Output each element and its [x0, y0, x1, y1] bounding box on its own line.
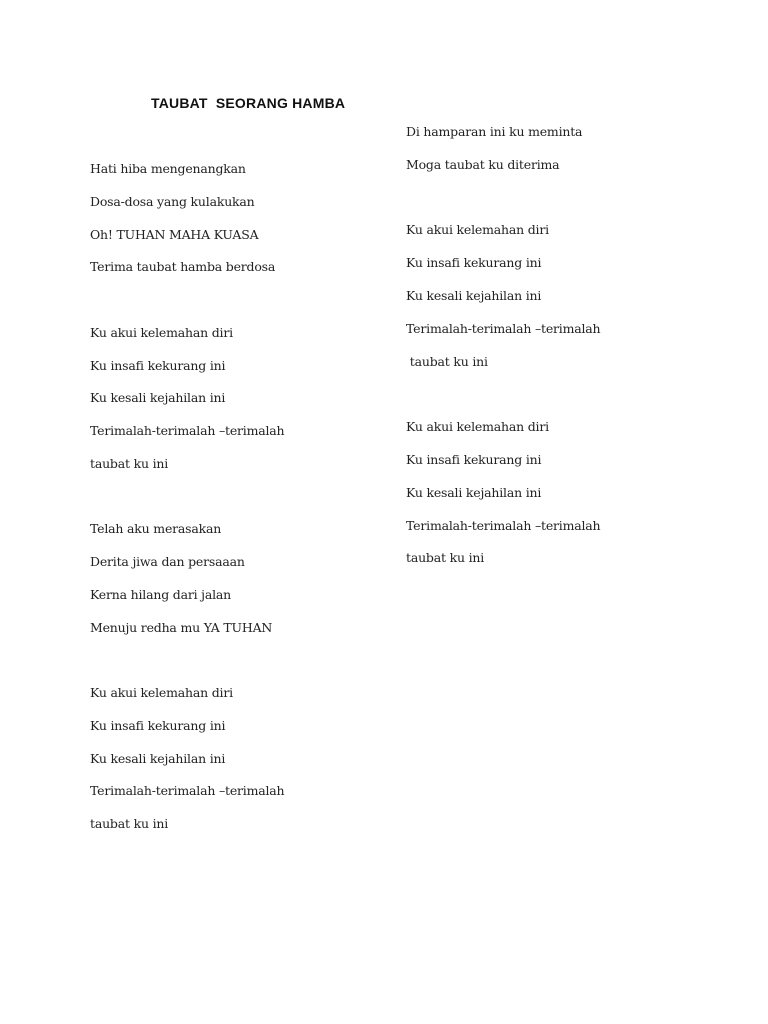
- lyric-line: taubat ku ini: [90, 816, 169, 831]
- document-title: TAUBAT SEORANG HAMBA: [151, 95, 346, 111]
- lyric-line: Dosa-dosa yang kulakukan: [90, 193, 255, 209]
- lyric-line: Ku insafi kekurang ini: [90, 357, 226, 373]
- lyric-line: Ku insafi kekurang ini: [406, 452, 542, 467]
- lyric-line: Derita jiwa dan persaaan: [90, 554, 245, 569]
- lyric-line: Terimalah-terimalah –terimalah: [90, 423, 285, 438]
- lyric-line: taubat ku ini: [90, 455, 169, 471]
- lyric-line: Terima taubat hamba berdosa: [90, 259, 276, 275]
- lyric-line: Menuju redha mu YA TUHAN: [90, 619, 273, 635]
- lyric-line: Ku akui kelemahan diri: [90, 685, 233, 700]
- lyric-line: Moga taubat ku diterima: [406, 156, 560, 172]
- lyric-line: taubat ku ini: [406, 353, 488, 369]
- lyric-line: taubat ku ini: [406, 550, 485, 566]
- lyric-line: Ku akui kelemahan diri: [90, 324, 233, 340]
- lyric-line: Ku insafi kekurang ini: [406, 255, 542, 271]
- lyric-line: Terimalah-terimalah –terimalah: [406, 320, 601, 336]
- lyric-line: Ku kesali kejahilan ini: [406, 288, 542, 303]
- lyric-line: Kerna hilang dari jalan: [90, 586, 232, 602]
- lyric-line: Ku akui kelemahan diri: [406, 222, 549, 238]
- lyric-line: Ku akui kelemahan diri: [406, 419, 549, 435]
- lyric-line: Hati hiba mengenangkan: [90, 161, 246, 176]
- lyric-line: Terimalah-terimalah –terimalah: [90, 783, 285, 799]
- lyric-line: Ku insafi kekurang ini: [90, 717, 226, 733]
- lyric-line: Telah aku merasakan: [90, 521, 222, 537]
- lyric-line: Di hamparan ini ku meminta: [406, 124, 583, 139]
- lyric-line: Oh! TUHAN MAHA KUASA: [90, 226, 259, 242]
- lyric-line: Ku kesali kejahilan ini: [90, 750, 226, 766]
- lyric-line: Ku kesali kejahilan ini: [90, 390, 226, 406]
- lyric-line: Ku kesali kejahilan ini: [406, 484, 542, 500]
- lyric-line: Terimalah-terimalah –terimalah: [406, 517, 601, 533]
